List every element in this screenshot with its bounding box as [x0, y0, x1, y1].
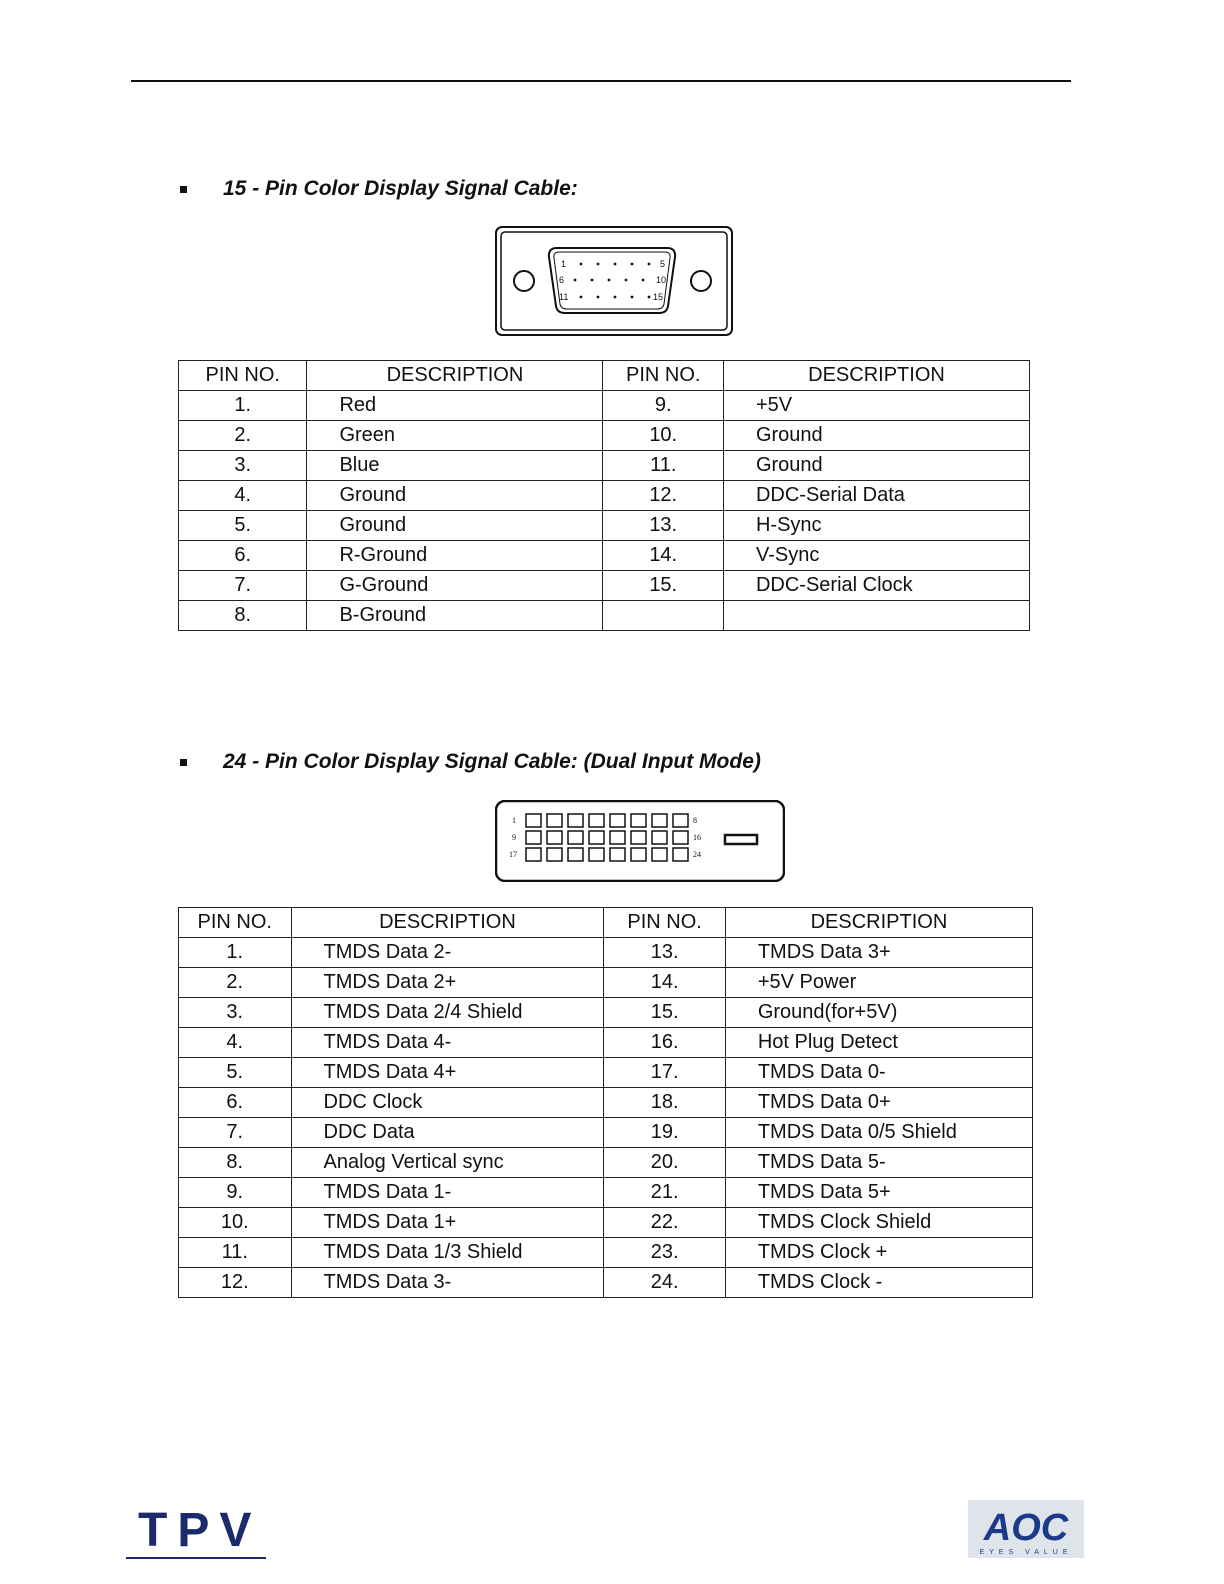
pin-number: 2.	[179, 421, 307, 451]
pin-description: Ground(for+5V)	[725, 998, 1032, 1028]
pin-description: Ground	[723, 421, 1029, 451]
table-row	[179, 1238, 1033, 1268]
pin-number: 1.	[179, 391, 307, 421]
column-header: DESCRIPTION	[725, 908, 1032, 938]
pin-description: TMDS Data 3-	[291, 1268, 604, 1298]
pin-description: V-Sync	[723, 541, 1029, 571]
pin-number: 21.	[604, 1178, 725, 1208]
pin-number: 23.	[604, 1238, 725, 1268]
pin-description: TMDS Data 2-	[291, 938, 604, 968]
table-row	[179, 1028, 1033, 1058]
vga-connector-diagram	[495, 226, 733, 336]
pin-description: TMDS Clock -	[725, 1268, 1032, 1298]
pin-number: 6.	[179, 541, 307, 571]
pin-description: Red	[307, 391, 603, 421]
pin-description: DDC-Serial Clock	[723, 571, 1029, 601]
pin-description: TMDS Data 1/3 Shield	[291, 1238, 604, 1268]
table-row	[179, 938, 1033, 968]
table-row	[179, 1178, 1033, 1208]
pin-number: 17.	[604, 1058, 725, 1088]
pin-description: Ground	[307, 511, 603, 541]
pin-number: 22.	[604, 1208, 725, 1238]
pin-description: DDC-Serial Data	[723, 481, 1029, 511]
pin-number: 20.	[604, 1148, 725, 1178]
table-row	[179, 1208, 1033, 1238]
pin-description: R-Ground	[307, 541, 603, 571]
table-row	[179, 968, 1033, 998]
pin-number: 4.	[179, 1028, 292, 1058]
pin-description: +5V Power	[725, 968, 1032, 998]
pin-number: 12.	[603, 481, 723, 511]
pin-label: 9	[512, 833, 516, 842]
aoc-logo	[968, 1500, 1084, 1558]
pin-number: 8.	[179, 601, 307, 631]
pin-label: 8	[693, 816, 697, 825]
table-row	[179, 481, 1030, 511]
table-row	[179, 1268, 1033, 1298]
table-row	[179, 511, 1030, 541]
table-row	[179, 1058, 1033, 1088]
pin-description: TMDS Data 2/4 Shield	[291, 998, 604, 1028]
pin-number: 12.	[179, 1268, 292, 1298]
pin-number: 18.	[604, 1088, 725, 1118]
table-row	[179, 1118, 1033, 1148]
column-header: PIN NO.	[179, 361, 307, 391]
pin-description: TMDS Data 1+	[291, 1208, 604, 1238]
table-row	[179, 601, 1030, 631]
pin-description: TMDS Data 5+	[725, 1178, 1032, 1208]
pin-label: 15	[653, 292, 664, 302]
pin-description: Ground	[307, 481, 603, 511]
pin-description: Green	[307, 421, 603, 451]
pin-number: 6.	[179, 1088, 292, 1118]
column-header: PIN NO.	[603, 361, 723, 391]
section-heading-dvi	[180, 750, 761, 774]
pin-description: +5V	[723, 391, 1029, 421]
aoc-tagline: EYES VALUE	[979, 1549, 1073, 1556]
pin-number: 11.	[179, 1238, 292, 1268]
pin-number: 7.	[179, 571, 307, 601]
pin-number: 16.	[604, 1028, 725, 1058]
pin-number: 5.	[179, 1058, 292, 1088]
pin-number: 2.	[179, 968, 292, 998]
pin-description: TMDS Data 5-	[725, 1148, 1032, 1178]
table-row	[179, 451, 1030, 481]
pin-number: 10.	[603, 421, 723, 451]
table-row	[179, 1088, 1033, 1118]
pin-description: TMDS Data 3+	[725, 938, 1032, 968]
pin-number: 9.	[179, 1178, 292, 1208]
pin-number: 24.	[604, 1268, 725, 1298]
section-title: 15 - Pin Color Display Signal Cable:	[223, 177, 578, 200]
table-row	[179, 571, 1030, 601]
pin-description: B-Ground	[307, 601, 603, 631]
column-header: PIN NO.	[179, 908, 292, 938]
pin-description: G-Ground	[307, 571, 603, 601]
pin-number: 14.	[604, 968, 725, 998]
pin-number: 4.	[179, 481, 307, 511]
column-header: DESCRIPTION	[307, 361, 603, 391]
pin-label: 5	[660, 259, 666, 269]
pin-label: 17	[509, 850, 517, 859]
vga-pin-table	[178, 360, 1030, 631]
pin-number: 13.	[603, 511, 723, 541]
pin-description: H-Sync	[723, 511, 1029, 541]
pin-number: 8.	[179, 1148, 292, 1178]
pin-label: 10	[656, 275, 667, 285]
column-header: PIN NO.	[604, 908, 725, 938]
pin-description: TMDS Clock Shield	[725, 1208, 1032, 1238]
dvi-pin-table	[178, 907, 1033, 1298]
table-row	[179, 1148, 1033, 1178]
pin-description	[723, 601, 1029, 631]
pin-label: 11	[559, 292, 569, 302]
pin-number: 19.	[604, 1118, 725, 1148]
pin-number: 14.	[603, 541, 723, 571]
pin-description: TMDS Data 0/5 Shield	[725, 1118, 1032, 1148]
pin-description: DDC Clock	[291, 1088, 604, 1118]
pin-number: 11.	[603, 451, 723, 481]
pin-description: TMDS Data 2+	[291, 968, 604, 998]
pin-description: TMDS Data 4+	[291, 1058, 604, 1088]
column-header: DESCRIPTION	[291, 908, 604, 938]
table-row	[179, 541, 1030, 571]
pin-number: 13.	[604, 938, 725, 968]
pin-number: 5.	[179, 511, 307, 541]
pin-description: Analog Vertical sync	[291, 1148, 604, 1178]
dvi-connector-diagram	[495, 800, 785, 882]
pin-description: Ground	[723, 451, 1029, 481]
section-heading-vga	[180, 177, 578, 201]
pin-label: 16	[693, 833, 701, 842]
section-title: 24 - Pin Color Display Signal Cable: (Dual Input Mode)	[223, 750, 761, 773]
pin-description: TMDS Data 0+	[725, 1088, 1032, 1118]
table-row	[179, 391, 1030, 421]
header-rule	[131, 80, 1071, 82]
pin-description: TMDS Clock +	[725, 1238, 1032, 1268]
pin-description: Hot Plug Detect	[725, 1028, 1032, 1058]
pin-number: 7.	[179, 1118, 292, 1148]
pin-number: 15.	[604, 998, 725, 1028]
table-row	[179, 998, 1033, 1028]
pin-description: Blue	[307, 451, 603, 481]
pin-number: 3.	[179, 998, 292, 1028]
pin-number: 1.	[179, 938, 292, 968]
column-header: DESCRIPTION	[723, 361, 1029, 391]
pin-number: 9.	[603, 391, 723, 421]
pin-description: TMDS Data 0-	[725, 1058, 1032, 1088]
pin-label: 6	[559, 275, 565, 285]
bullet-icon	[180, 759, 187, 766]
pin-description: DDC Data	[291, 1118, 604, 1148]
table-row	[179, 421, 1030, 451]
pin-label: 1	[512, 816, 516, 825]
tpv-logo-text: TPV	[138, 1504, 262, 1557]
pin-number	[603, 601, 723, 631]
aoc-logo-text: AOC	[983, 1507, 1069, 1549]
bullet-icon	[180, 186, 187, 193]
pin-number: 15.	[603, 571, 723, 601]
pin-label: 1	[561, 259, 567, 269]
pin-label: 24	[693, 850, 701, 859]
pin-description: TMDS Data 1-	[291, 1178, 604, 1208]
pin-number: 10.	[179, 1208, 292, 1238]
pin-number: 3.	[179, 451, 307, 481]
pin-description: TMDS Data 4-	[291, 1028, 604, 1058]
tpv-logo	[126, 1500, 266, 1560]
